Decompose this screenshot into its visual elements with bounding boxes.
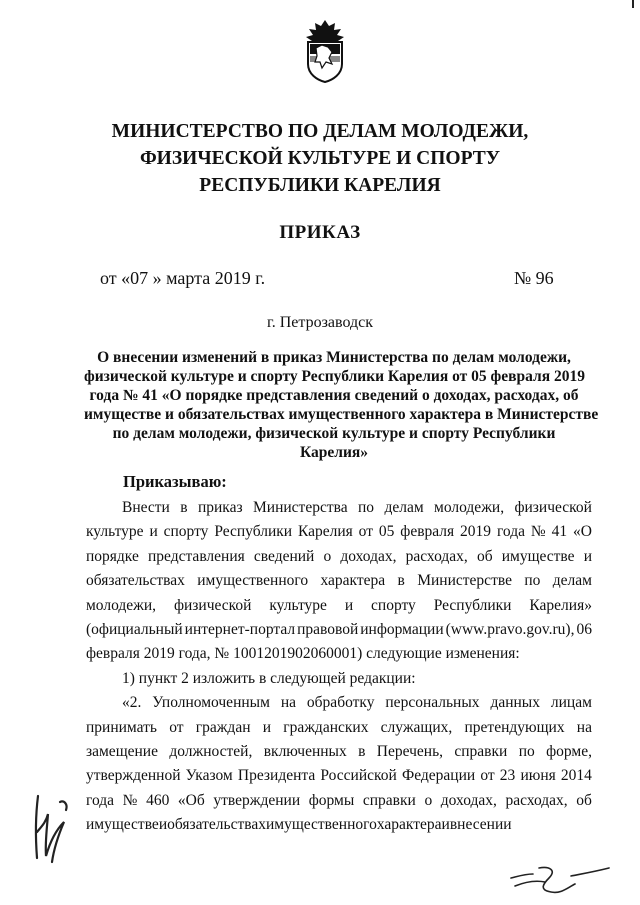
body-word: на bbox=[280, 694, 296, 712]
body-line bbox=[86, 496, 592, 520]
ministry-line-3: РЕСПУБЛИКИ КАРЕЛИЯ bbox=[199, 175, 441, 196]
body-word: доходах, bbox=[440, 791, 497, 809]
body-word: Республики bbox=[214, 523, 293, 541]
subject-line: физической культуре и спорту Республики Карелия от 05 февраля 2019 bbox=[84, 368, 585, 385]
body-word: справки bbox=[362, 791, 416, 809]
body-word: 1) пункт 2 изложить в следующей редакции: bbox=[122, 669, 416, 687]
body-word: по bbox=[518, 742, 535, 760]
body-word: в bbox=[180, 499, 188, 516]
order-number: № 96 bbox=[514, 268, 554, 288]
body-word: июня bbox=[520, 767, 556, 785]
body-word: форме, bbox=[546, 742, 592, 760]
body-word: Карелия» bbox=[529, 596, 592, 614]
body-line bbox=[86, 545, 592, 569]
body-word: физической bbox=[173, 596, 252, 614]
body-word: обязательствах bbox=[167, 816, 266, 834]
body-word: имущественного bbox=[197, 572, 309, 590]
body-word: от bbox=[358, 523, 373, 541]
body-word: Республики bbox=[433, 596, 512, 614]
ministry-line-2: ФИЗИЧЕСКОЙ КУЛЬТУРЕ И СПОРТУ bbox=[139, 148, 501, 169]
body-word: расходах, bbox=[505, 791, 568, 809]
body-line bbox=[86, 813, 592, 837]
body-word: расходах, bbox=[405, 547, 468, 565]
body-word: принимать bbox=[86, 718, 157, 736]
body-word: «О bbox=[572, 523, 592, 541]
body-word: имущественного bbox=[265, 816, 377, 834]
body-word: 2014 bbox=[560, 767, 592, 785]
body-word: характера bbox=[376, 816, 442, 834]
body-word: о bbox=[424, 791, 433, 809]
body-word: представления bbox=[147, 547, 245, 565]
body-word: Министерстве bbox=[417, 572, 512, 590]
body-word: молодежи, bbox=[434, 499, 505, 516]
body-word: и bbox=[149, 523, 158, 541]
body-word: персональных bbox=[385, 694, 480, 712]
ministry-name bbox=[0, 118, 640, 199]
order-body bbox=[86, 496, 592, 837]
body-word: февраля bbox=[400, 523, 455, 541]
body-word: сведений bbox=[253, 547, 315, 565]
subject-line: имуществе и обязательствах имущественного характера в Министерстве bbox=[84, 406, 599, 423]
body-word: и bbox=[344, 596, 354, 614]
body-word: Перечень, bbox=[376, 742, 444, 760]
body-word: претендующих bbox=[464, 718, 565, 736]
body-word: № bbox=[122, 791, 138, 809]
body-word: спорту bbox=[371, 596, 416, 614]
body-line bbox=[86, 740, 592, 764]
body-word: и bbox=[262, 718, 272, 736]
body-word: 06 bbox=[576, 620, 592, 638]
subject-line: года № 41 «О порядке представления сведений о доходах, расходах, об bbox=[89, 387, 579, 404]
body-word: гражданских bbox=[283, 718, 369, 736]
body-word: 2019 bbox=[460, 523, 492, 541]
order-date: от «07 » марта 2019 г. bbox=[100, 268, 266, 288]
body-word: от bbox=[169, 718, 184, 736]
body-word: Указом bbox=[185, 767, 233, 785]
body-line bbox=[86, 594, 592, 618]
body-word: на bbox=[576, 718, 592, 736]
body-word: от bbox=[480, 767, 495, 785]
body-word: правовой bbox=[297, 620, 359, 638]
body-word: 460 bbox=[146, 791, 170, 809]
body-line bbox=[86, 667, 592, 691]
subject-line: О внесении изменений в приказ Министерства по делам молодежи, bbox=[97, 349, 571, 366]
body-word: (официальный bbox=[86, 620, 183, 638]
body-word: обработку bbox=[306, 694, 375, 712]
body-word: 41 bbox=[551, 523, 568, 541]
body-word: делам bbox=[552, 572, 592, 590]
body-word: года bbox=[86, 791, 115, 809]
body-word: «2. bbox=[122, 694, 142, 712]
body-word: Российской bbox=[320, 767, 397, 785]
body-word: «Об bbox=[177, 791, 205, 809]
body-line bbox=[86, 569, 592, 593]
body-word: порядке bbox=[86, 547, 139, 565]
body-word: замещение bbox=[86, 742, 158, 760]
body-word: делам bbox=[384, 499, 424, 516]
subject-line: по делам молодежи, физической культуре и спорту Республики bbox=[112, 425, 556, 442]
body-word: культуре bbox=[269, 596, 327, 614]
body-word: внесении bbox=[449, 816, 512, 834]
body-word: 05 bbox=[378, 523, 395, 541]
order-subject bbox=[84, 348, 599, 462]
body-word: года bbox=[496, 523, 525, 541]
body-word: и bbox=[158, 816, 168, 834]
handwritten-signature bbox=[505, 860, 613, 900]
city: г. Петрозаводск bbox=[266, 314, 374, 331]
body-word: справки bbox=[454, 742, 508, 760]
order-verb: Приказываю: bbox=[123, 472, 227, 491]
body-word: данных bbox=[490, 694, 540, 712]
body-word: в bbox=[397, 572, 405, 590]
body-word: информации bbox=[360, 620, 444, 638]
body-word: приказ bbox=[197, 499, 243, 516]
body-word: имуществе bbox=[501, 547, 575, 565]
body-line bbox=[86, 691, 592, 715]
body-word: формы bbox=[308, 791, 355, 809]
body-word: по bbox=[358, 499, 375, 516]
body-word: и bbox=[441, 816, 450, 834]
body-word: граждан bbox=[195, 718, 251, 736]
body-line bbox=[86, 789, 592, 813]
body-word: утверждении bbox=[213, 791, 301, 809]
body-word: интернет-портал bbox=[184, 620, 296, 638]
body-word: физической bbox=[514, 499, 592, 516]
body-word: должностей, bbox=[169, 742, 253, 760]
body-word: о bbox=[323, 547, 332, 565]
body-word: в bbox=[358, 742, 366, 760]
body-word: спорту bbox=[163, 523, 209, 541]
body-word: 23 bbox=[499, 767, 516, 785]
body-line bbox=[86, 716, 592, 740]
body-word: Карелия bbox=[297, 523, 353, 541]
ministry-line-1: МИНИСТЕРСТВО ПО ДЕЛАМ МОЛОДЕЖИ, bbox=[111, 121, 529, 142]
body-word: молодежи, bbox=[86, 596, 157, 614]
edge-mark bbox=[632, 0, 634, 8]
body-word: Уполномоченным bbox=[152, 694, 270, 712]
body-word: февраля 2019 года, № 1001201902060001) следующие изменения: bbox=[86, 645, 520, 663]
body-line bbox=[86, 520, 592, 544]
body-word: об bbox=[476, 547, 493, 565]
body-word: об bbox=[576, 791, 592, 809]
body-word: служащих, bbox=[380, 718, 453, 736]
subject-line: Карелия» bbox=[299, 444, 369, 461]
body-word: Федерации bbox=[401, 767, 476, 785]
body-word: имуществе bbox=[86, 816, 159, 834]
body-line bbox=[86, 618, 592, 642]
body-word: характера bbox=[320, 572, 386, 590]
body-word: доходах, bbox=[340, 547, 397, 565]
coat-of-arms-icon bbox=[302, 18, 348, 84]
body-word: (www.pravo.gov.ru), bbox=[445, 620, 575, 638]
body-word: обязательствах bbox=[86, 572, 185, 590]
body-word: лицам bbox=[550, 694, 592, 712]
body-word: и bbox=[583, 547, 592, 565]
body-word: включенных bbox=[263, 742, 347, 760]
body-line bbox=[86, 764, 592, 788]
body-word: Президента bbox=[237, 767, 316, 785]
body-word: по bbox=[524, 572, 541, 590]
body-word: Министерства bbox=[253, 499, 348, 516]
handwritten-initials-signature bbox=[30, 792, 72, 864]
body-line bbox=[86, 642, 592, 666]
body-word: культуре bbox=[86, 523, 144, 541]
body-word: Внести bbox=[122, 499, 170, 516]
body-word: № bbox=[530, 523, 546, 541]
document-type: ПРИКАЗ bbox=[279, 222, 361, 243]
body-word: утвержденной bbox=[86, 767, 181, 785]
